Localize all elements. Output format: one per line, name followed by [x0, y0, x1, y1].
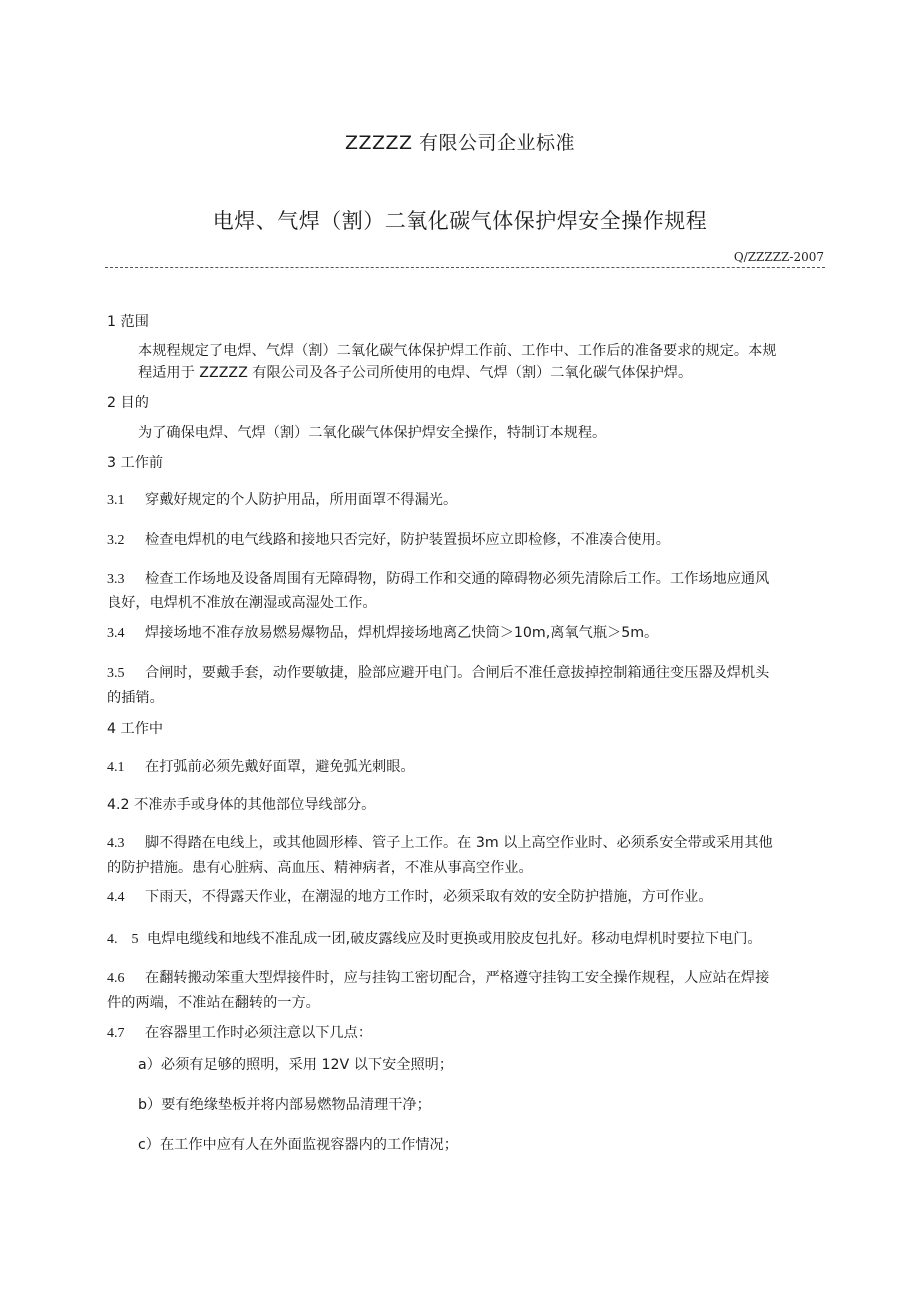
clause-text: 脚不得踏在电线上，或其他圆形棒、管子上工作。在 3m 以上高空作业时、必须系安全带或采用其他 — [145, 835, 773, 851]
clause-number: 4.4 — [107, 890, 125, 905]
sub-item-c: c）在工作中应有人在外面监视容器内的工作情况； — [138, 1137, 458, 1153]
clause-number: 4.3 — [107, 836, 125, 851]
section-2-text: 为了确保电焊、气焊（割）二氧化碳气体保护焊安全操作，特制订本规程。 — [138, 425, 607, 441]
sub-item-b: b）要有绝缘垫板并将内部易燃物品清理干净； — [138, 1097, 431, 1113]
clause-4-7 — [107, 1023, 372, 1044]
clause-number: 3.2 — [107, 533, 125, 548]
section-4-heading: 4 工作中 — [107, 721, 164, 737]
clause-text: 检查电焊机的电气线路和接地只否完好，防护装置损坏应立即检修，不准凑合使用。 — [145, 532, 670, 548]
clause-number: 4. 5 — [107, 932, 139, 947]
company-standard-heading: ZZZZZ 有限公司企业标准 — [344, 132, 576, 154]
clause-3-3-continuation: 良好，电焊机不准放在潮湿或高湿处工作。 — [107, 595, 377, 611]
clause-4-6-continuation: 件的两端，不准站在翻转的一方。 — [107, 995, 320, 1011]
clause-number: 4.7 — [107, 1026, 125, 1041]
section-1-text-line-1: 本规程规定了电焊、气焊（割）二氧化碳气体保护焊工作前、工作中、工作后的准备要求的规定。本规 — [138, 343, 777, 359]
clause-3-5-continuation: 的插销。 — [107, 690, 164, 706]
clause-number: 3.4 — [107, 626, 125, 641]
clause-4-6 — [107, 968, 769, 989]
section-2-heading: 2 目的 — [107, 395, 149, 411]
clause-text: 在翻转搬动笨重大型焊接件时，应与挂钩工密切配合，严格遵守挂钩工安全操作规程，人应站在焊接 — [145, 970, 770, 986]
clause-number: 3.3 — [107, 572, 125, 587]
clause-3-5 — [107, 663, 769, 684]
clause-text: 检查工作场地及设备周围有无障碍物，防碍工作和交通的障碍物必须先清除后工作。工作场地应通风 — [145, 571, 770, 587]
clause-text: 焊接场地不准存放易燃易爆物品，焊机焊接场地离乙快筒＞10m,离氧气瓶＞5m。 — [145, 625, 659, 641]
header-divider — [105, 267, 825, 268]
clause-text: 下雨天，不得露天作业，在潮湿的地方工作时，必须采取有效的安全防护措施，方可作业。 — [145, 889, 713, 905]
clause-3-2 — [107, 530, 670, 551]
sub-item-a: a）必须有足够的照明，采用 12V 以下安全照明； — [138, 1057, 454, 1073]
clause-number: 3.1 — [107, 493, 125, 508]
clause-4-2: 4.2 不准赤手或身体的其他部位导线部分。 — [107, 797, 376, 813]
section-3-heading: 3 工作前 — [107, 455, 164, 471]
section-1-heading: 1 范围 — [107, 314, 149, 330]
clause-text: 在打弧前必须先戴好面罩，避免弧光刺眼。 — [145, 759, 415, 775]
clause-text: 在容器里工作时必须注意以下几点： — [145, 1025, 373, 1041]
clause-3-1 — [107, 490, 457, 511]
clause-4-3-continuation: 的防护措施。患有心脏病、高血压、精神病者，不准从事高空作业。 — [107, 860, 533, 876]
clause-number: 4.1 — [107, 760, 125, 775]
document-title: 电焊、气焊（割）二氧化碳气体保护焊安全操作规程 — [212, 209, 708, 233]
clause-4-4 — [107, 887, 713, 908]
clause-4-5 — [107, 929, 762, 950]
clause-text: 合闸时，要戴手套，动作要敏捷，脸部应避开电门。合闸后不准任意拔掉控制箱通往变压器及焊机头 — [145, 665, 770, 681]
section-1-text-line-2: 程适用于 ZZZZZ 有限公司及各子公司所使用的电焊、气焊（割）二氧化碳气体保护焊。 — [138, 365, 693, 381]
clause-3-3 — [107, 569, 769, 590]
clause-4-1 — [107, 757, 415, 778]
clause-text: 穿戴好规定的个人防护用品，所用面罩不得漏光。 — [145, 492, 458, 508]
clause-4-3 — [107, 833, 773, 854]
clause-number: 4.6 — [107, 971, 125, 986]
standard-code: Q/ZZZZZ-2007 — [733, 250, 824, 264]
clause-number: 3.5 — [107, 666, 125, 681]
clause-text: 电焊电缆线和地线不准乱成一团,破皮露线应及时更换或用胶皮包扎好。移动电焊机时要拉下电门。 — [147, 931, 762, 947]
clause-3-4 — [107, 623, 658, 644]
